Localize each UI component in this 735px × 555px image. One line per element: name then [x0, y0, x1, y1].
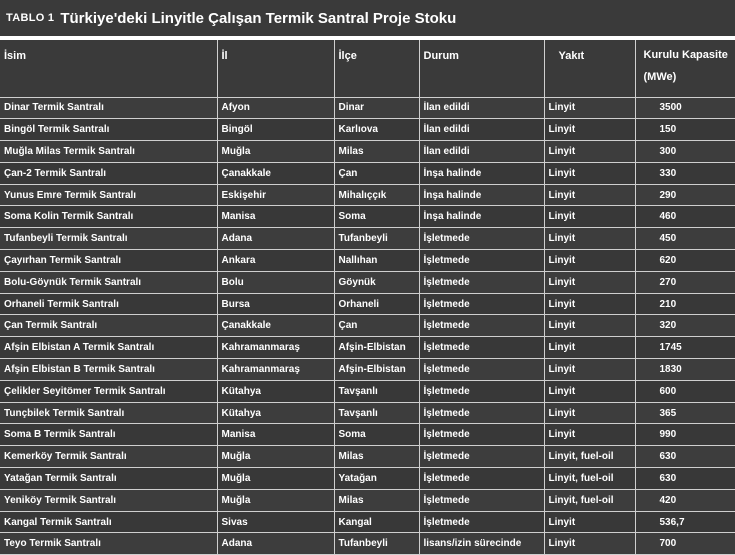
cell-il: Muğla [217, 446, 334, 468]
table-row [0, 468, 735, 490]
cell-name: Soma B Termik Santralı [0, 424, 217, 446]
cell-yakit: Linyit [544, 511, 635, 533]
cell-durum: İşletmede [419, 446, 544, 468]
cell-name: Çayırhan Termik Santralı [0, 250, 217, 272]
cell-yakit: Linyit [544, 184, 635, 206]
cell-yakit: Linyit [544, 533, 635, 555]
cell-yakit: Linyit [544, 271, 635, 293]
cell-durum: İlan edildi [419, 141, 544, 163]
cell-capacity: 365 [635, 402, 735, 424]
cell-ilce: Tufanbeyli [334, 228, 419, 250]
table-title-text: Türkiye'deki Linyitle Çalışan Termik Santral Proje Stoku [60, 10, 456, 27]
cell-name: Muğla Milas Termik Santralı [0, 141, 217, 163]
cell-durum: İşletmede [419, 293, 544, 315]
cell-capacity: 600 [635, 380, 735, 402]
cell-yakit: Linyit [544, 337, 635, 359]
cell-yakit: Linyit [544, 97, 635, 119]
header-capacity [635, 40, 735, 97]
cell-yakit: Linyit [544, 315, 635, 337]
cell-durum: İnşa halinde [419, 162, 544, 184]
cell-capacity: 150 [635, 119, 735, 141]
header-ilce: İlçe [334, 40, 419, 97]
cell-capacity: 700 [635, 533, 735, 555]
cell-il: Sivas [217, 511, 334, 533]
cell-capacity: 3500 [635, 97, 735, 119]
cell-il: Bingöl [217, 119, 334, 141]
cell-capacity: 630 [635, 446, 735, 468]
cell-yakit: Linyit, fuel-oil [544, 468, 635, 490]
cell-il: Çanakkale [217, 315, 334, 337]
header-name: İsim [0, 40, 217, 97]
cell-capacity: 460 [635, 206, 735, 228]
cell-ilce: Dinar [334, 97, 419, 119]
cell-yakit: Linyit [544, 162, 635, 184]
header-durum: Durum [419, 40, 544, 97]
cell-ilce: Tavşanlı [334, 402, 419, 424]
cell-il: Ankara [217, 250, 334, 272]
cell-yakit: Linyit [544, 141, 635, 163]
cell-durum: İnşa halinde [419, 206, 544, 228]
cell-il: Afyon [217, 97, 334, 119]
cell-durum: İşletmede [419, 489, 544, 511]
cell-yakit: Linyit [544, 402, 635, 424]
cell-capacity: 210 [635, 293, 735, 315]
cell-il: Eskişehir [217, 184, 334, 206]
cell-yakit: Linyit [544, 206, 635, 228]
cell-durum: İşletmede [419, 468, 544, 490]
cell-il: Bolu [217, 271, 334, 293]
cell-name: Çan Termik Santralı [0, 315, 217, 337]
cell-name: Dinar Termik Santralı [0, 97, 217, 119]
cell-durum: İşletmede [419, 359, 544, 381]
cell-ilce: Milas [334, 446, 419, 468]
cell-name: Orhaneli Termik Santralı [0, 293, 217, 315]
cell-durum: İşletmede [419, 228, 544, 250]
table-row [0, 489, 735, 511]
cell-il: Kahramanmaraş [217, 337, 334, 359]
cell-name: Bingöl Termik Santralı [0, 119, 217, 141]
table-row [0, 97, 735, 119]
cell-name: Kemerköy Termik Santralı [0, 446, 217, 468]
cell-name: Çelikler Seyitömer Termik Santralı [0, 380, 217, 402]
cell-name: Soma Kolin Termik Santralı [0, 206, 217, 228]
cell-yakit: Linyit [544, 359, 635, 381]
cell-capacity: 290 [635, 184, 735, 206]
header-il: İl [217, 40, 334, 97]
data-table [0, 40, 735, 555]
cell-name: Yeniköy Termik Santralı [0, 489, 217, 511]
header-capacity-line1: Kurulu Kapasite [644, 44, 735, 66]
cell-ilce: Soma [334, 206, 419, 228]
cell-durum: İşletmede [419, 271, 544, 293]
cell-ilce: Tufanbeyli [334, 533, 419, 555]
cell-capacity: 270 [635, 271, 735, 293]
header-yakit: Yakıt [544, 40, 635, 97]
cell-il: Bursa [217, 293, 334, 315]
cell-yakit: Linyit [544, 119, 635, 141]
cell-name: Bolu-Göynük Termik Santralı [0, 271, 217, 293]
cell-name: Çan-2 Termik Santralı [0, 162, 217, 184]
cell-capacity: 330 [635, 162, 735, 184]
cell-durum: İşletmede [419, 315, 544, 337]
cell-name: Yatağan Termik Santralı [0, 468, 217, 490]
table-title [0, 0, 735, 36]
cell-yakit: Linyit [544, 228, 635, 250]
cell-name: Tufanbeyli Termik Santralı [0, 228, 217, 250]
cell-durum: İşletmede [419, 250, 544, 272]
table-row [0, 271, 735, 293]
cell-il: Çanakkale [217, 162, 334, 184]
cell-il: Kahramanmaraş [217, 359, 334, 381]
cell-ilce: Afşin-Elbistan [334, 359, 419, 381]
table-row [0, 162, 735, 184]
cell-il: Manisa [217, 206, 334, 228]
cell-capacity: 990 [635, 424, 735, 446]
cell-il: Adana [217, 533, 334, 555]
cell-capacity: 1745 [635, 337, 735, 359]
cell-durum: İlan edildi [419, 97, 544, 119]
table-row [0, 250, 735, 272]
cell-capacity: 450 [635, 228, 735, 250]
cell-durum: İlan edildi [419, 119, 544, 141]
table-row [0, 228, 735, 250]
cell-capacity: 630 [635, 468, 735, 490]
cell-yakit: Linyit [544, 293, 635, 315]
cell-capacity: 320 [635, 315, 735, 337]
cell-name: Afşin Elbistan A Termik Santralı [0, 337, 217, 359]
cell-capacity: 1830 [635, 359, 735, 381]
table-row [0, 119, 735, 141]
cell-ilce: Afşin-Elbistan [334, 337, 419, 359]
table-row [0, 380, 735, 402]
table-body [0, 97, 735, 555]
header-capacity-line2: (MWe) [644, 66, 735, 88]
cell-yakit: Linyit [544, 424, 635, 446]
cell-ilce: Göynük [334, 271, 419, 293]
cell-ilce: Çan [334, 315, 419, 337]
cell-yakit: Linyit, fuel-oil [544, 446, 635, 468]
cell-capacity: 536,7 [635, 511, 735, 533]
cell-ilce: Yatağan [334, 468, 419, 490]
table-row [0, 424, 735, 446]
cell-ilce: Milas [334, 141, 419, 163]
cell-durum: İşletmede [419, 511, 544, 533]
cell-yakit: Linyit [544, 380, 635, 402]
cell-durum: lisans/izin sürecinde [419, 533, 544, 555]
cell-ilce: Kangal [334, 511, 419, 533]
table-row [0, 184, 735, 206]
cell-ilce: Nallıhan [334, 250, 419, 272]
table-row [0, 446, 735, 468]
cell-il: Muğla [217, 468, 334, 490]
cell-durum: İnşa halinde [419, 184, 544, 206]
table-row [0, 293, 735, 315]
table-label: TABLO 1 [6, 12, 54, 24]
table-row [0, 402, 735, 424]
cell-ilce: Milas [334, 489, 419, 511]
cell-yakit: Linyit, fuel-oil [544, 489, 635, 511]
cell-name: Yunus Emre Termik Santralı [0, 184, 217, 206]
cell-il: Muğla [217, 141, 334, 163]
cell-ilce: Karlıova [334, 119, 419, 141]
cell-capacity: 420 [635, 489, 735, 511]
cell-capacity: 300 [635, 141, 735, 163]
cell-il: Muğla [217, 489, 334, 511]
cell-durum: İşletmede [419, 380, 544, 402]
cell-name: Afşin Elbistan B Termik Santralı [0, 359, 217, 381]
cell-name: Teyo Termik Santralı [0, 533, 217, 555]
cell-yakit: Linyit [544, 250, 635, 272]
table-row [0, 206, 735, 228]
table-row [0, 359, 735, 381]
cell-il: Adana [217, 228, 334, 250]
cell-il: Kütahya [217, 380, 334, 402]
cell-name: Tunçbilek Termik Santralı [0, 402, 217, 424]
table-row [0, 315, 735, 337]
cell-il: Manisa [217, 424, 334, 446]
cell-ilce: Soma [334, 424, 419, 446]
table-row [0, 337, 735, 359]
cell-durum: İşletmede [419, 337, 544, 359]
header-row [0, 40, 735, 97]
cell-name: Kangal Termik Santralı [0, 511, 217, 533]
table-row [0, 533, 735, 555]
cell-durum: İşletmede [419, 402, 544, 424]
cell-capacity: 620 [635, 250, 735, 272]
cell-ilce: Çan [334, 162, 419, 184]
cell-ilce: Orhaneli [334, 293, 419, 315]
cell-ilce: Tavşanlı [334, 380, 419, 402]
cell-ilce: Mihalıççık [334, 184, 419, 206]
table-row [0, 511, 735, 533]
table-row [0, 141, 735, 163]
cell-durum: İşletmede [419, 424, 544, 446]
cell-il: Kütahya [217, 402, 334, 424]
